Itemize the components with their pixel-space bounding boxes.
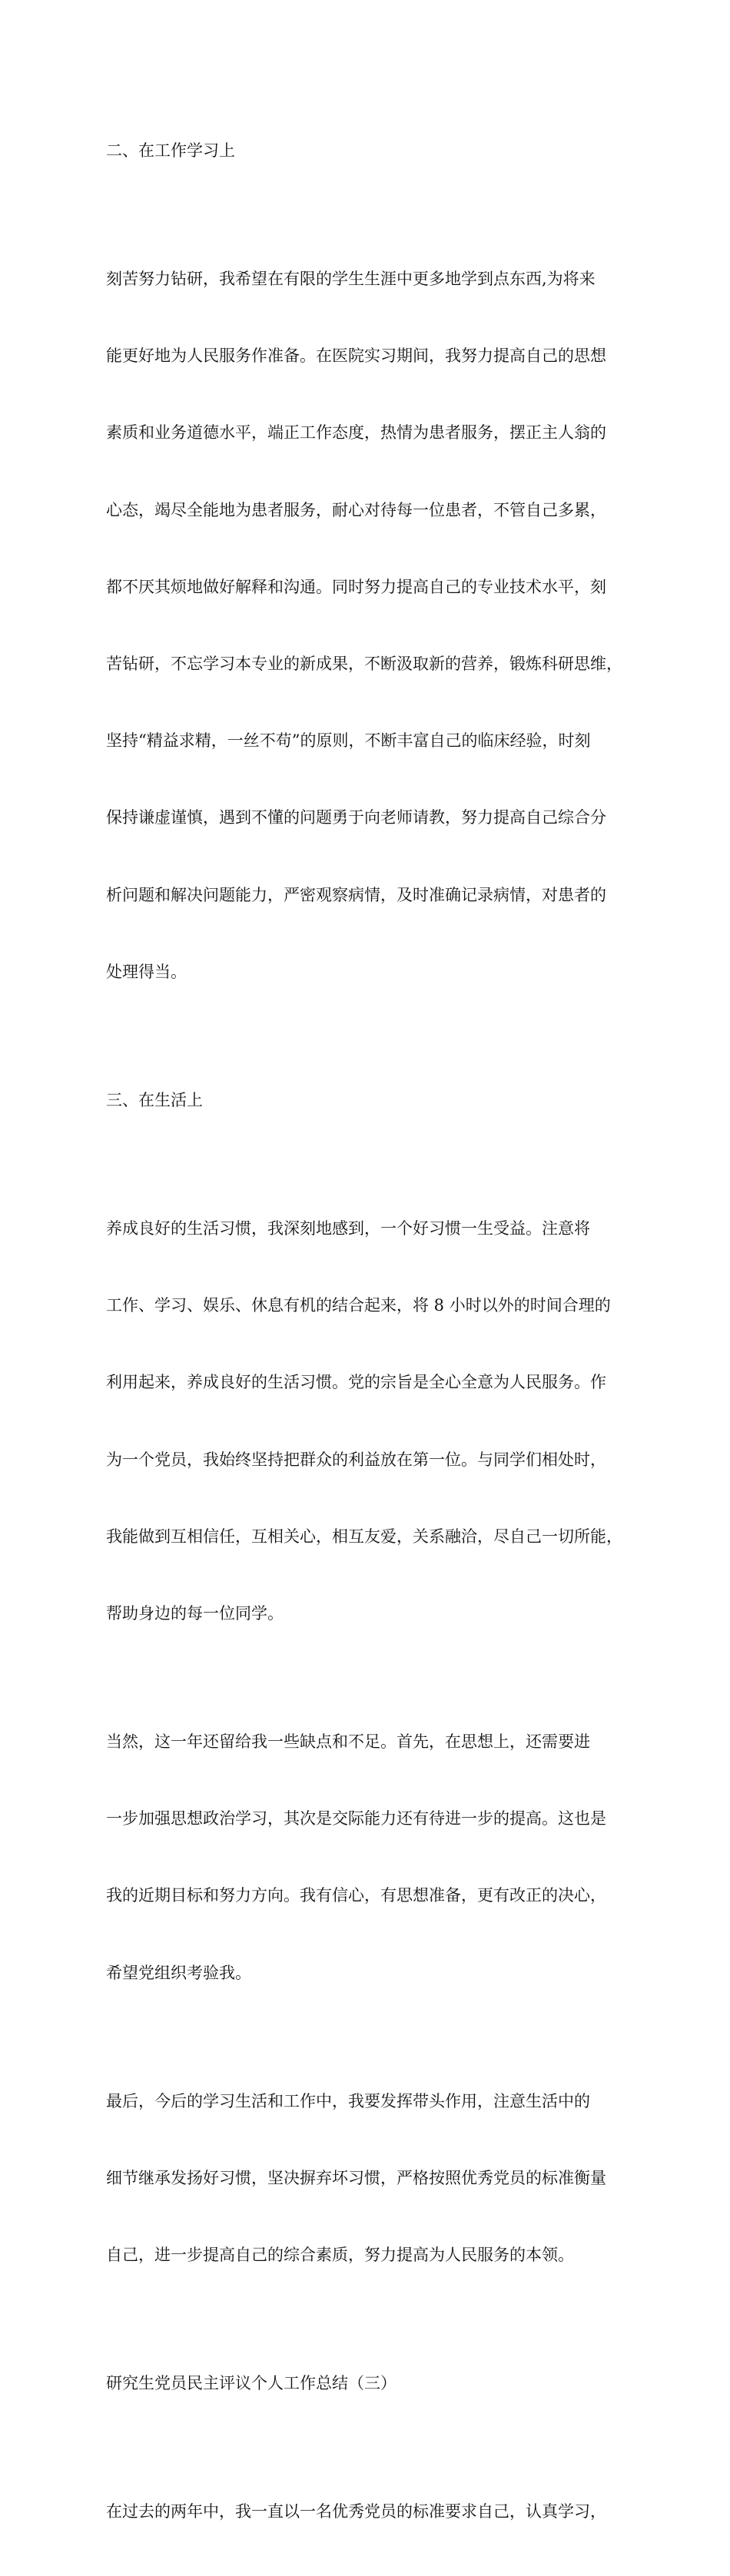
- text-line: 研究生党员民主评议个人工作总结（三）: [106, 2374, 397, 2393]
- text-line: 在过去的两年中，我一直以一名优秀党员的标准要求自己，认真学习，: [106, 2502, 606, 2521]
- text-line: 我能做到互相信任，互相关心，相互友爱，关系融洽，尽自己一切所能，: [106, 1527, 622, 1546]
- text-line: 一步加强思想政治学习，其次是交际能力还有待进一步的提高。这也是: [106, 1809, 606, 1828]
- text-line: 都不厌其烦地做好解释和沟通。同时努力提高自己的专业技术水平，刻: [106, 577, 606, 596]
- text-line: 三、在生活上: [106, 1090, 203, 1109]
- text-line: 苦钻研，不忘学习本专业的新成果，不断汲取新的营养，锻炼科研思维，: [106, 654, 622, 673]
- section-heading-work-study: [106, 87, 636, 215]
- text-line: 心态，竭尽全能地为患者服务，耐心对待每一位患者，不管自己多累，: [106, 500, 606, 519]
- text-line: 能更好地为人民服务作准备。在医院实习期间，我努力提高自己的思想: [106, 346, 606, 366]
- text-line: 析问题和解决问题能力，严密观察病情，及时准确记录病情，对患者的: [106, 885, 606, 904]
- text-line: 当然，这一年还留给我一些缺点和不足。首先，在思想上，还需要进: [106, 1732, 590, 1751]
- text-line: 坚持“精益求精，一丝不苟”的原则，不断丰富自己的临床经验，时刻: [106, 731, 591, 751]
- text-line: 工作、学习、娱乐、休息有机的结合起来，将 8 小时以外的时间合理的: [106, 1296, 611, 1315]
- text-line: 刻苦努力钻研，我希望在有限的学生生涯中更多地学到点东西,为将来: [106, 269, 596, 288]
- paragraph-shortcomings: [106, 1678, 636, 2037]
- text-line: 处理得当。: [106, 962, 187, 981]
- text-line: 我的近期目标和努力方向。我有信心，有思想准备，更有改正的决心，: [106, 1886, 606, 1905]
- text-line: 帮助身边的每一位同学。: [106, 1603, 284, 1623]
- document-body: [106, 87, 636, 2576]
- section-heading-life: [106, 1036, 636, 1165]
- text-line: 希望党组织考验我。: [106, 1963, 251, 1982]
- text-line: 为一个党员，我始终坚持把群众的利益放在第一位。与同学们相处时，: [106, 1450, 606, 1469]
- text-line: 养成良好的生活习惯，我深刻地感到，一个好习惯一生受益。注意将: [106, 1218, 590, 1238]
- text-line: 利用起来，养成良好的生活习惯。党的宗旨是全心全意为人民服务。作: [106, 1373, 606, 1392]
- paragraph-life: [106, 1165, 636, 1678]
- paragraph-work-study: [106, 215, 636, 1036]
- paragraph-conclusion: [106, 2037, 636, 2319]
- text-line: 素质和业务道德水平，端正工作态度，热情为患者服务，摆正主人翁的: [106, 423, 606, 443]
- document-subtitle: [106, 2319, 636, 2448]
- text-line: 二、在工作学习上: [106, 141, 235, 160]
- text-line: 保持谦虚谨慎，遇到不懂的问题勇于向老师请教，努力提高自己综合分: [106, 808, 606, 827]
- paragraph-intro-three: [106, 2448, 636, 2576]
- text-line: 细节继承发扬好习惯，坚决摒弃坏习惯，严格按照优秀党员的标准衡量: [106, 2168, 606, 2187]
- text-line: 最后，今后的学习生活和工作中，我要发挥带头作用，注意生活中的: [106, 2091, 590, 2110]
- text-line: 自己，进一步提高自己的综合素质，努力提高为人民服务的本领。: [106, 2246, 574, 2265]
